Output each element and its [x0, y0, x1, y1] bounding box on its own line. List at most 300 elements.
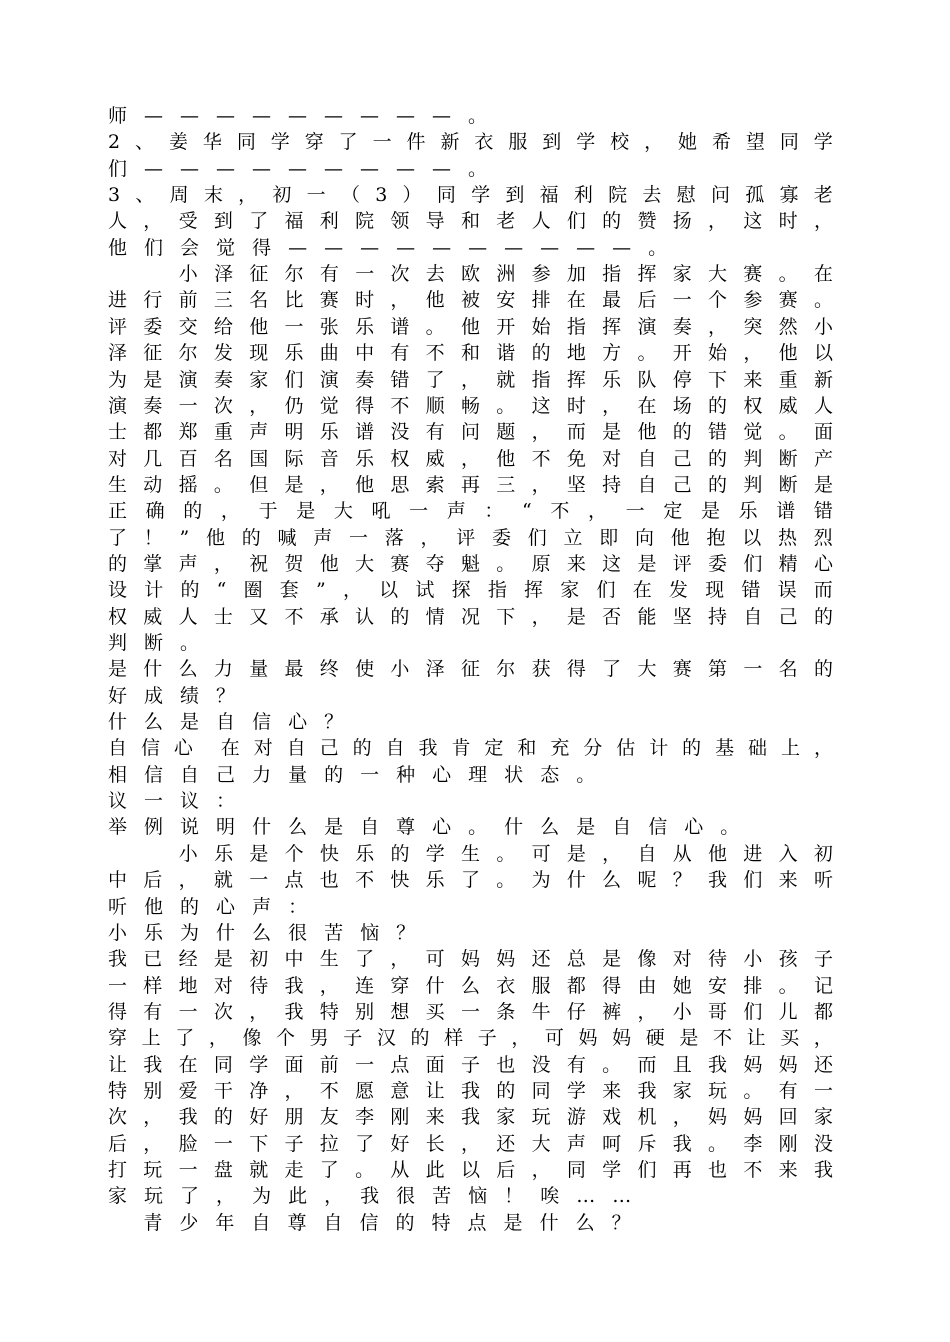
glyph: 祝: [249, 552, 269, 575]
glyph: 我: [143, 1053, 163, 1076]
glyph: 点: [390, 1053, 410, 1076]
glyph: 来: [602, 1079, 622, 1102]
glyph: 觉: [319, 394, 339, 417]
glyph: 苦: [324, 921, 344, 944]
glyph: 什: [539, 1211, 559, 1234]
glyph: —: [612, 236, 632, 259]
glyph: 我: [108, 948, 128, 971]
glyph: 从: [672, 842, 692, 865]
glyph: 华: [202, 131, 222, 154]
glyph: 得: [355, 394, 375, 417]
glyph: 了: [249, 210, 269, 233]
glyph: 魁: [460, 552, 480, 575]
glyph: 排: [743, 974, 763, 997]
glyph: ，: [319, 473, 339, 496]
text-line: [108, 735, 833, 761]
glyph: 演: [637, 315, 657, 338]
glyph: —: [216, 105, 236, 127]
glyph: 呢: [637, 869, 657, 892]
glyph: ，: [220, 500, 240, 523]
glyph: 们: [743, 552, 763, 575]
glyph: …: [612, 1185, 632, 1208]
glyph: 权: [390, 447, 410, 470]
glyph: 心: [432, 816, 452, 839]
glyph: 士: [213, 605, 233, 628]
glyph: 为: [108, 368, 128, 391]
text-line: [108, 867, 833, 893]
glyph: 上: [781, 737, 801, 760]
glyph: 充: [550, 737, 570, 760]
glyph: 对: [672, 948, 692, 971]
glyph: 的: [352, 737, 372, 760]
glyph: 我: [708, 869, 728, 892]
glyph: 威: [425, 447, 445, 470]
glyph: 没: [390, 421, 410, 444]
glyph: 领: [390, 210, 410, 233]
glyph: 服: [531, 974, 551, 997]
glyph: 去: [425, 263, 445, 286]
glyph: 记: [813, 974, 833, 997]
glyph: 乐: [284, 342, 304, 365]
glyph: 院: [608, 184, 628, 207]
glyph: 委: [708, 552, 728, 575]
glyph: 指: [602, 263, 622, 286]
glyph: 他: [496, 447, 516, 470]
glyph: 开: [496, 315, 516, 338]
glyph: 士: [108, 421, 128, 444]
text-line: [108, 419, 833, 445]
glyph: 她: [678, 131, 698, 154]
glyph: 了: [460, 869, 480, 892]
glyph: 自: [323, 1211, 343, 1234]
glyph: 的: [390, 842, 410, 865]
glyph: 到: [542, 131, 562, 154]
glyph: 这: [531, 394, 551, 417]
glyph: 学: [576, 131, 596, 154]
glyph: 们: [108, 157, 128, 180]
glyph: 么: [144, 711, 164, 734]
glyph: 李: [355, 1106, 375, 1129]
glyph: 喊: [277, 526, 297, 549]
glyph: ，: [143, 1106, 163, 1129]
glyph: 演: [108, 394, 128, 417]
glyph: 了: [338, 131, 358, 154]
glyph: 安: [496, 289, 516, 312]
glyph: ，: [420, 526, 440, 549]
glyph: 前: [319, 1053, 339, 1076]
glyph: 有: [566, 1053, 586, 1076]
text-line: [108, 393, 833, 419]
glyph: 我: [360, 1185, 380, 1208]
glyph: 不: [319, 1079, 339, 1102]
glyph: 赛: [319, 289, 339, 312]
text-line: [108, 577, 833, 603]
glyph: 玩: [531, 1106, 551, 1129]
text-line: [108, 999, 833, 1025]
glyph: 时: [778, 210, 798, 233]
glyph: 特: [108, 1079, 128, 1102]
glyph: 乐: [214, 842, 234, 865]
glyph: 听: [108, 895, 128, 918]
glyph: 姜: [168, 131, 188, 154]
glyph: 中: [284, 948, 304, 971]
glyph: 小: [390, 658, 410, 681]
glyph: 们: [743, 1000, 763, 1023]
glyph: 是: [213, 948, 233, 971]
glyph: 拉: [319, 1132, 339, 1155]
glyph: ？: [672, 869, 692, 892]
glyph: 有: [390, 342, 410, 365]
glyph: 就: [496, 368, 516, 391]
glyph: ）: [402, 184, 422, 207]
text-line: [108, 894, 833, 920]
glyph: 特: [319, 1000, 339, 1023]
glyph: 望: [745, 131, 765, 154]
glyph: 可: [425, 948, 445, 971]
glyph: 这: [743, 210, 763, 233]
glyph: 穿: [108, 1027, 128, 1050]
glyph: 贺: [284, 552, 304, 575]
glyph: 于: [258, 500, 278, 523]
glyph: 利: [319, 210, 339, 233]
glyph: —: [216, 157, 236, 180]
glyph: 还: [813, 1053, 833, 1076]
glyph: 福: [284, 210, 304, 233]
glyph: 是: [180, 711, 200, 734]
glyph: 、: [135, 184, 155, 207]
glyph: 。: [602, 1053, 622, 1076]
glyph: 院: [355, 210, 375, 233]
glyph: 持: [708, 605, 728, 628]
glyph: 恼: [360, 921, 380, 944]
glyph: 断: [778, 473, 798, 496]
glyph: 可: [544, 1027, 564, 1050]
glyph: 玩: [708, 1079, 728, 1102]
glyph: 行: [143, 289, 163, 312]
glyph: 恼: [468, 1185, 488, 1208]
glyph: 场: [672, 394, 692, 417]
glyph: 子: [284, 1132, 304, 1155]
glyph: 。: [496, 394, 516, 417]
glyph: 小: [672, 1000, 692, 1023]
glyph: 他: [778, 342, 798, 365]
glyph: —: [540, 236, 560, 259]
glyph: 再: [672, 1159, 692, 1181]
text-line: [108, 1183, 833, 1209]
glyph: 一: [460, 1000, 480, 1023]
glyph: 让: [746, 1027, 766, 1050]
glyph: 什: [108, 711, 128, 734]
glyph: 赛: [672, 658, 692, 681]
glyph: 初: [249, 948, 269, 971]
glyph: 态: [540, 763, 560, 786]
glyph: 不: [743, 1159, 763, 1181]
glyph: 他: [637, 421, 657, 444]
glyph: —: [432, 105, 452, 127]
glyph: 们: [527, 526, 547, 549]
glyph: 3: [375, 184, 388, 207]
glyph: 很: [396, 1185, 416, 1208]
glyph: 征: [249, 263, 269, 286]
glyph: 也: [319, 869, 339, 892]
glyph: 人: [178, 605, 198, 628]
glyph: 唉: [540, 1185, 560, 1208]
glyph: 判: [108, 632, 128, 654]
glyph: 还: [531, 948, 551, 971]
glyph: 他: [460, 315, 480, 338]
glyph: 能: [637, 605, 657, 628]
glyph: 议: [108, 790, 128, 813]
glyph: 年: [215, 1211, 235, 1234]
glyph: —: [180, 157, 200, 180]
glyph: 小: [813, 315, 833, 338]
text-line: [108, 1052, 833, 1078]
glyph: 汉: [376, 1027, 396, 1050]
glyph: 。: [496, 842, 516, 865]
glyph: 信: [252, 711, 272, 734]
text-line: [108, 656, 833, 682]
glyph: 对: [253, 737, 273, 760]
glyph: 、: [135, 131, 155, 154]
glyph: 索: [425, 473, 445, 496]
glyph: 面: [813, 421, 833, 444]
glyph: 有: [319, 263, 339, 286]
glyph: 买: [780, 1027, 800, 1050]
glyph: 。: [778, 421, 798, 444]
glyph: 一: [178, 394, 198, 417]
glyph: 断: [144, 632, 164, 654]
glyph: 在: [637, 394, 657, 417]
glyph: ，: [143, 1132, 163, 1155]
glyph: 待: [708, 948, 728, 971]
glyph: 小: [178, 842, 198, 865]
glyph: 什: [143, 658, 163, 681]
text-line: [108, 709, 833, 735]
glyph: 自: [385, 737, 405, 760]
glyph: 学: [471, 184, 491, 207]
glyph: 征: [460, 658, 480, 681]
glyph: 赛: [743, 263, 763, 286]
glyph: 参: [743, 289, 763, 312]
glyph: 同: [566, 1159, 586, 1181]
glyph: 排: [531, 289, 551, 312]
glyph: 第: [708, 658, 728, 681]
glyph: 人: [813, 394, 833, 417]
glyph: 判: [743, 473, 763, 496]
text-line: [108, 1078, 833, 1104]
glyph: 声: [446, 500, 466, 523]
glyph: 孩: [778, 948, 798, 971]
glyph: 大: [531, 1132, 551, 1155]
glyph: 一: [743, 658, 763, 681]
glyph: 哥: [708, 1000, 728, 1023]
glyph: 我: [460, 1106, 480, 1129]
text-line: [108, 1157, 833, 1183]
glyph: 么: [540, 816, 560, 839]
glyph: 他: [670, 526, 690, 549]
glyph: 小: [108, 921, 128, 944]
glyph: 条: [496, 1000, 516, 1023]
glyph: 和: [517, 737, 537, 760]
glyph: 心: [288, 711, 308, 734]
glyph: 后: [143, 869, 163, 892]
glyph: —: [288, 157, 308, 180]
glyph: 别: [143, 1079, 163, 1102]
glyph: 的: [324, 763, 344, 786]
glyph: ”: [316, 579, 326, 602]
glyph: 我: [672, 1132, 692, 1155]
glyph: 泽: [425, 658, 445, 681]
glyph: 导: [425, 210, 445, 233]
glyph: 净: [249, 1079, 269, 1102]
glyph: 下: [249, 1132, 269, 1155]
glyph: 上: [141, 1027, 161, 1050]
glyph: 子: [343, 1027, 363, 1050]
glyph: 评: [672, 552, 692, 575]
glyph: ，: [216, 1185, 236, 1208]
glyph: 都: [813, 1000, 833, 1023]
glyph: 同: [779, 131, 799, 154]
glyph: 的: [531, 342, 551, 365]
text-line: [108, 525, 833, 551]
glyph: 家: [249, 368, 269, 391]
glyph: 什: [566, 869, 586, 892]
glyph: 举: [108, 816, 128, 839]
glyph: 走: [284, 1159, 304, 1181]
glyph: —: [360, 157, 380, 180]
glyph: 在: [220, 737, 240, 760]
glyph: 后: [637, 289, 657, 312]
glyph: ，: [178, 869, 198, 892]
glyph: 学: [566, 1079, 586, 1102]
text-line: [108, 129, 833, 155]
glyph: 计: [144, 579, 164, 602]
glyph: 基: [715, 737, 735, 760]
glyph: 想: [390, 1000, 410, 1023]
glyph: 经: [178, 948, 198, 971]
glyph: 立: [563, 526, 583, 549]
glyph: 是: [284, 473, 304, 496]
glyph: 同: [436, 184, 456, 207]
glyph: 都: [143, 421, 163, 444]
glyph: 础: [748, 737, 768, 760]
glyph: 学: [813, 131, 833, 154]
glyph: 周: [169, 184, 189, 207]
glyph: 而: [566, 421, 586, 444]
glyph: 我: [284, 974, 304, 997]
glyph: 产: [813, 447, 833, 470]
glyph: ”: [179, 526, 190, 549]
glyph: 点: [467, 1211, 487, 1234]
glyph: 己: [778, 605, 798, 628]
glyph: ：: [216, 790, 236, 813]
glyph: 获: [531, 658, 551, 681]
glyph: 们: [566, 210, 586, 233]
glyph: ，: [511, 1027, 531, 1050]
glyph: 后: [108, 1132, 128, 1155]
glyph: 不: [284, 605, 304, 628]
glyph: 力: [252, 763, 272, 786]
glyph: 他: [144, 895, 164, 918]
glyph: 奏: [355, 368, 375, 391]
glyph: 呵: [602, 1132, 622, 1155]
text-line: [108, 946, 833, 972]
glyph: ！: [504, 1185, 524, 1208]
glyph: 评: [108, 315, 128, 338]
glyph: 男: [309, 1027, 329, 1050]
glyph: 的: [241, 526, 261, 549]
glyph: 在: [813, 263, 833, 286]
glyph: 心: [684, 816, 704, 839]
glyph: 自: [286, 737, 306, 760]
glyph: 玩: [143, 1159, 163, 1181]
glyph: —: [432, 236, 452, 259]
glyph: 来: [425, 1106, 445, 1129]
glyph: 下: [496, 605, 516, 628]
glyph: ，: [813, 737, 833, 760]
glyph: 声: [249, 421, 269, 444]
glyph: 判: [743, 447, 763, 470]
glyph: 思: [390, 473, 410, 496]
glyph: 不: [425, 342, 445, 365]
glyph: 指: [566, 315, 586, 338]
glyph: 在: [632, 579, 652, 602]
glyph: 学: [602, 1159, 622, 1181]
glyph: 和: [460, 210, 480, 233]
glyph: 福: [539, 184, 559, 207]
glyph: 由: [637, 974, 657, 997]
glyph: —: [504, 236, 524, 259]
glyph: 来: [566, 552, 586, 575]
glyph: 信: [359, 1211, 379, 1234]
glyph: 评: [456, 526, 476, 549]
glyph: 是: [576, 816, 596, 839]
glyph: ，: [324, 1185, 344, 1208]
glyph: 他: [319, 552, 339, 575]
glyph: 他: [425, 289, 445, 312]
text-line: [108, 1131, 833, 1157]
glyph: 次: [390, 263, 410, 286]
glyph: 快: [319, 842, 339, 865]
glyph: 的: [183, 500, 203, 523]
glyph: 。: [708, 1132, 728, 1155]
glyph: 地: [566, 342, 586, 365]
glyph: ，: [390, 289, 410, 312]
glyph: 是: [679, 1027, 699, 1050]
glyph: 们: [144, 236, 164, 259]
glyph: 硬: [645, 1027, 665, 1050]
glyph: 好: [108, 684, 128, 707]
glyph: ，: [813, 1027, 833, 1050]
glyph: 像: [242, 1027, 262, 1050]
glyph: 声: [313, 526, 333, 549]
glyph: 泽: [214, 263, 234, 286]
glyph: 从: [390, 1159, 410, 1181]
text-line: [108, 814, 833, 840]
glyph: 么: [602, 869, 622, 892]
glyph: 的: [682, 737, 702, 760]
glyph: 对: [602, 447, 622, 470]
glyph: 待: [249, 974, 269, 997]
glyph: 重: [213, 421, 233, 444]
glyph: —: [252, 157, 272, 180]
glyph: 学: [270, 131, 290, 154]
glyph: 三: [213, 289, 233, 312]
glyph: 量: [288, 763, 308, 786]
glyph: 议: [180, 790, 200, 813]
glyph: 的: [496, 1079, 516, 1102]
glyph: 什: [425, 974, 445, 997]
